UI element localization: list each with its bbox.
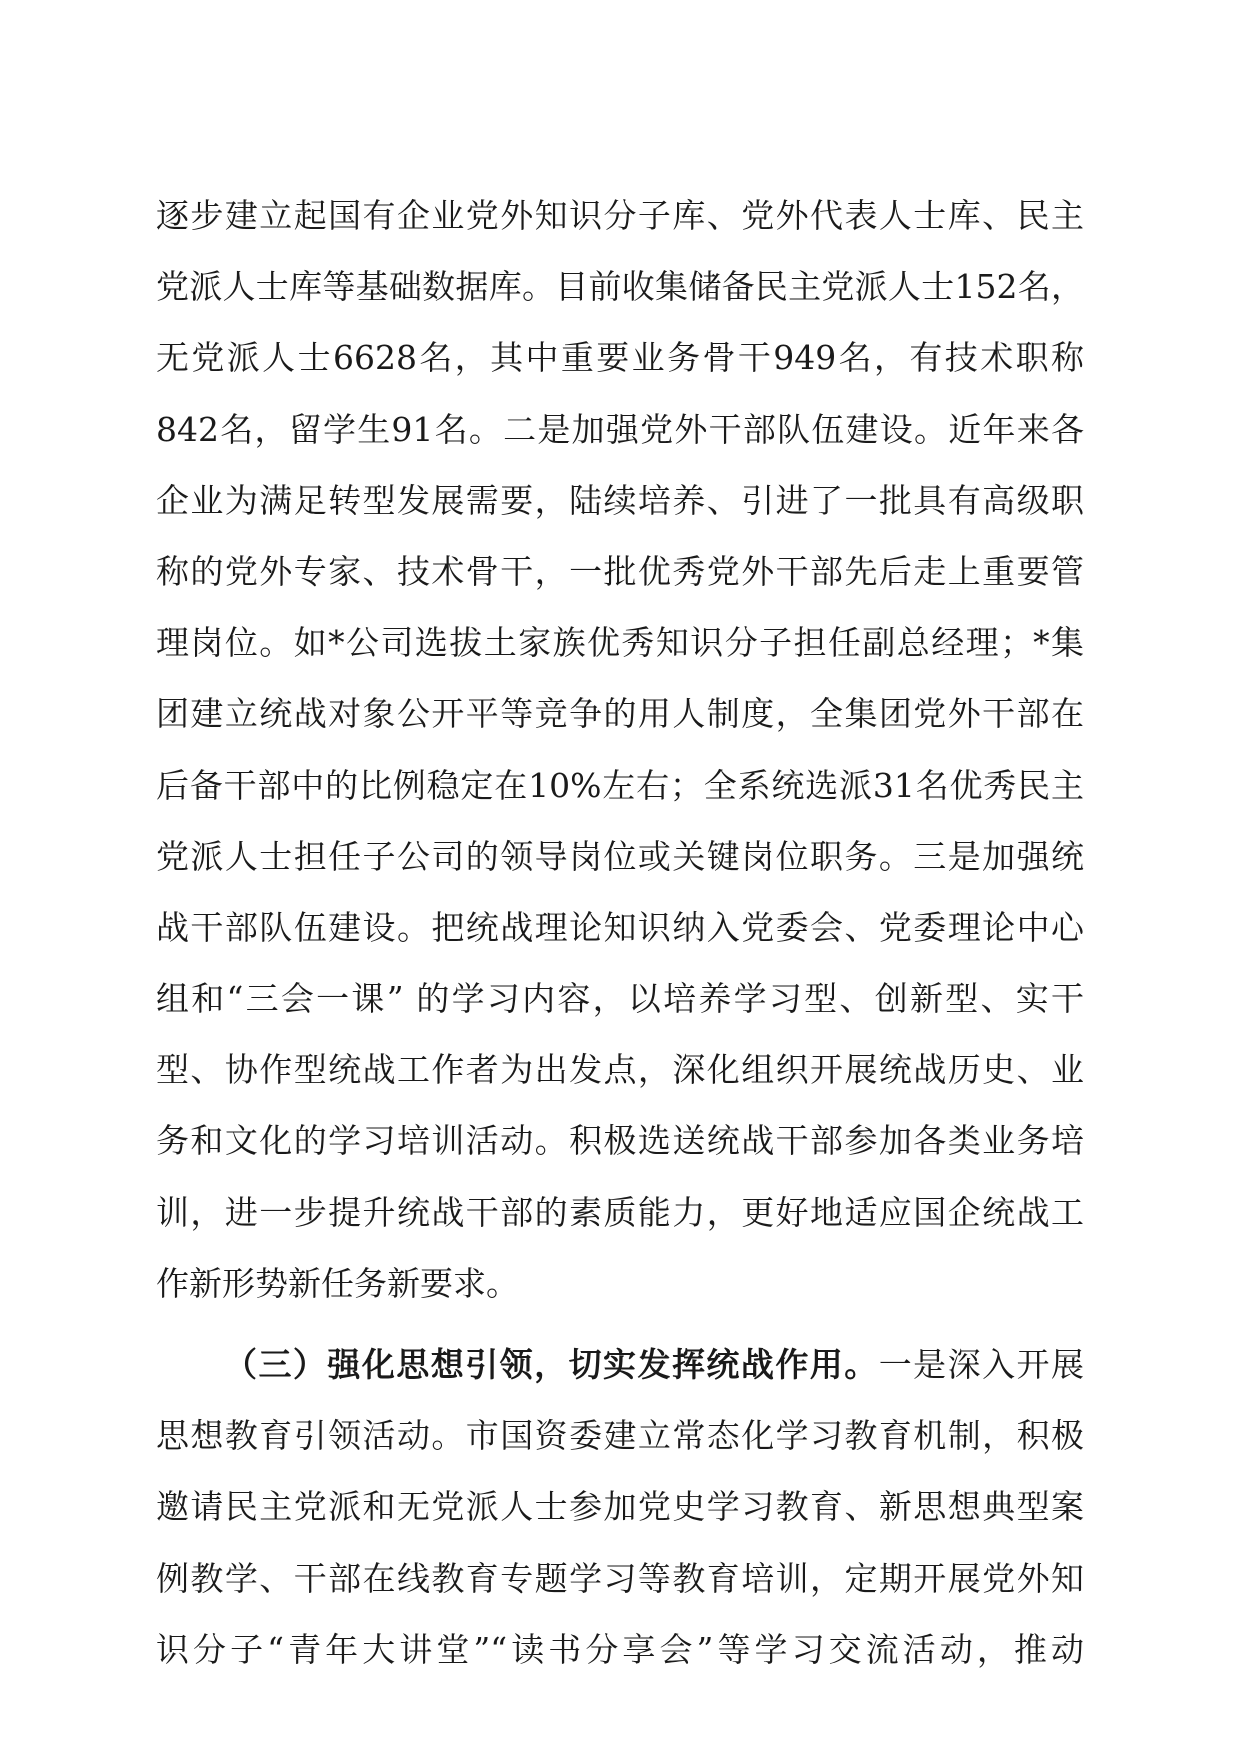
text-line: 训，进一步提升统战干部的素质能力，更好地适应国企统战工 (156, 1192, 1084, 1232)
text-line: 逐步建立起国有企业党外知识分子库、党外代表人士库、民主 (156, 196, 1084, 235)
text-line: 识分子“青年大讲堂”“读书分享会”等学习交流活动，推动 (156, 1629, 1084, 1669)
text-line: 型、协作型统战工作者为出发点，深化组织开展统战历史、业 (156, 1050, 1084, 1090)
body-text (156, 180, 1084, 1685)
text-line: 务和文化的学习培训活动。积极选送统战干部参加各类业务培 (156, 1121, 1084, 1161)
text-line: 无党派人士6628名，其中重要业务骨干949名，有技术职称 (156, 338, 1084, 378)
text-line: 团建立统战对象公开平等竞争的用人制度，全集团党外干部在 (156, 694, 1084, 734)
text-line: 企业为满足转型发展需要，陆续培养、引进了一批具有高级职 (156, 480, 1084, 520)
text-line: 后备干部中的比例稳定在10%左右；全系统选派31名优秀民主 (156, 765, 1084, 805)
text-line: 理岗位。如*公司选拔土家族优秀知识分子担任副总经理；*集 (156, 623, 1084, 663)
text-line: 例教学、干部在线教育专题学习等教育培训，定期开展党外知 (156, 1558, 1084, 1598)
section-heading: （三）强化思想引领，切实发挥统战作用。 (224, 1345, 879, 1384)
paragraph-gap (156, 1319, 1084, 1329)
text-line: 党派人士库等基础数据库。目前收集储备民主党派人士152名， (156, 267, 1084, 307)
section-first-line (156, 1329, 1084, 1400)
text-line: 党派人士担任子公司的领导岗位或关键岗位职务。三是加强统 (156, 836, 1084, 876)
text-line: 组和“三会一课” 的学习内容，以培养学习型、创新型、实干 (156, 979, 1084, 1019)
text-line: 称的党外专家、技术骨干，一批优秀党外干部先后走上重要管 (156, 551, 1084, 591)
text-line: 战干部队伍建设。把统战理论知识纳入党委会、党委理论中心 (156, 907, 1084, 947)
text-line: 思想教育引领活动。市国资委建立常态化学习教育机制，积极 (156, 1416, 1084, 1456)
text-line: 邀请民主党派和无党派人士参加党史学习教育、新思想典型案 (156, 1487, 1084, 1527)
text-line: 作新形势新任务新要求。 (156, 1263, 519, 1303)
text-line: 842名，留学生91名。二是加强党外干部队伍建设。近年来各 (156, 409, 1084, 449)
section-first-line-text: 一是深入开展 (878, 1345, 1085, 1384)
